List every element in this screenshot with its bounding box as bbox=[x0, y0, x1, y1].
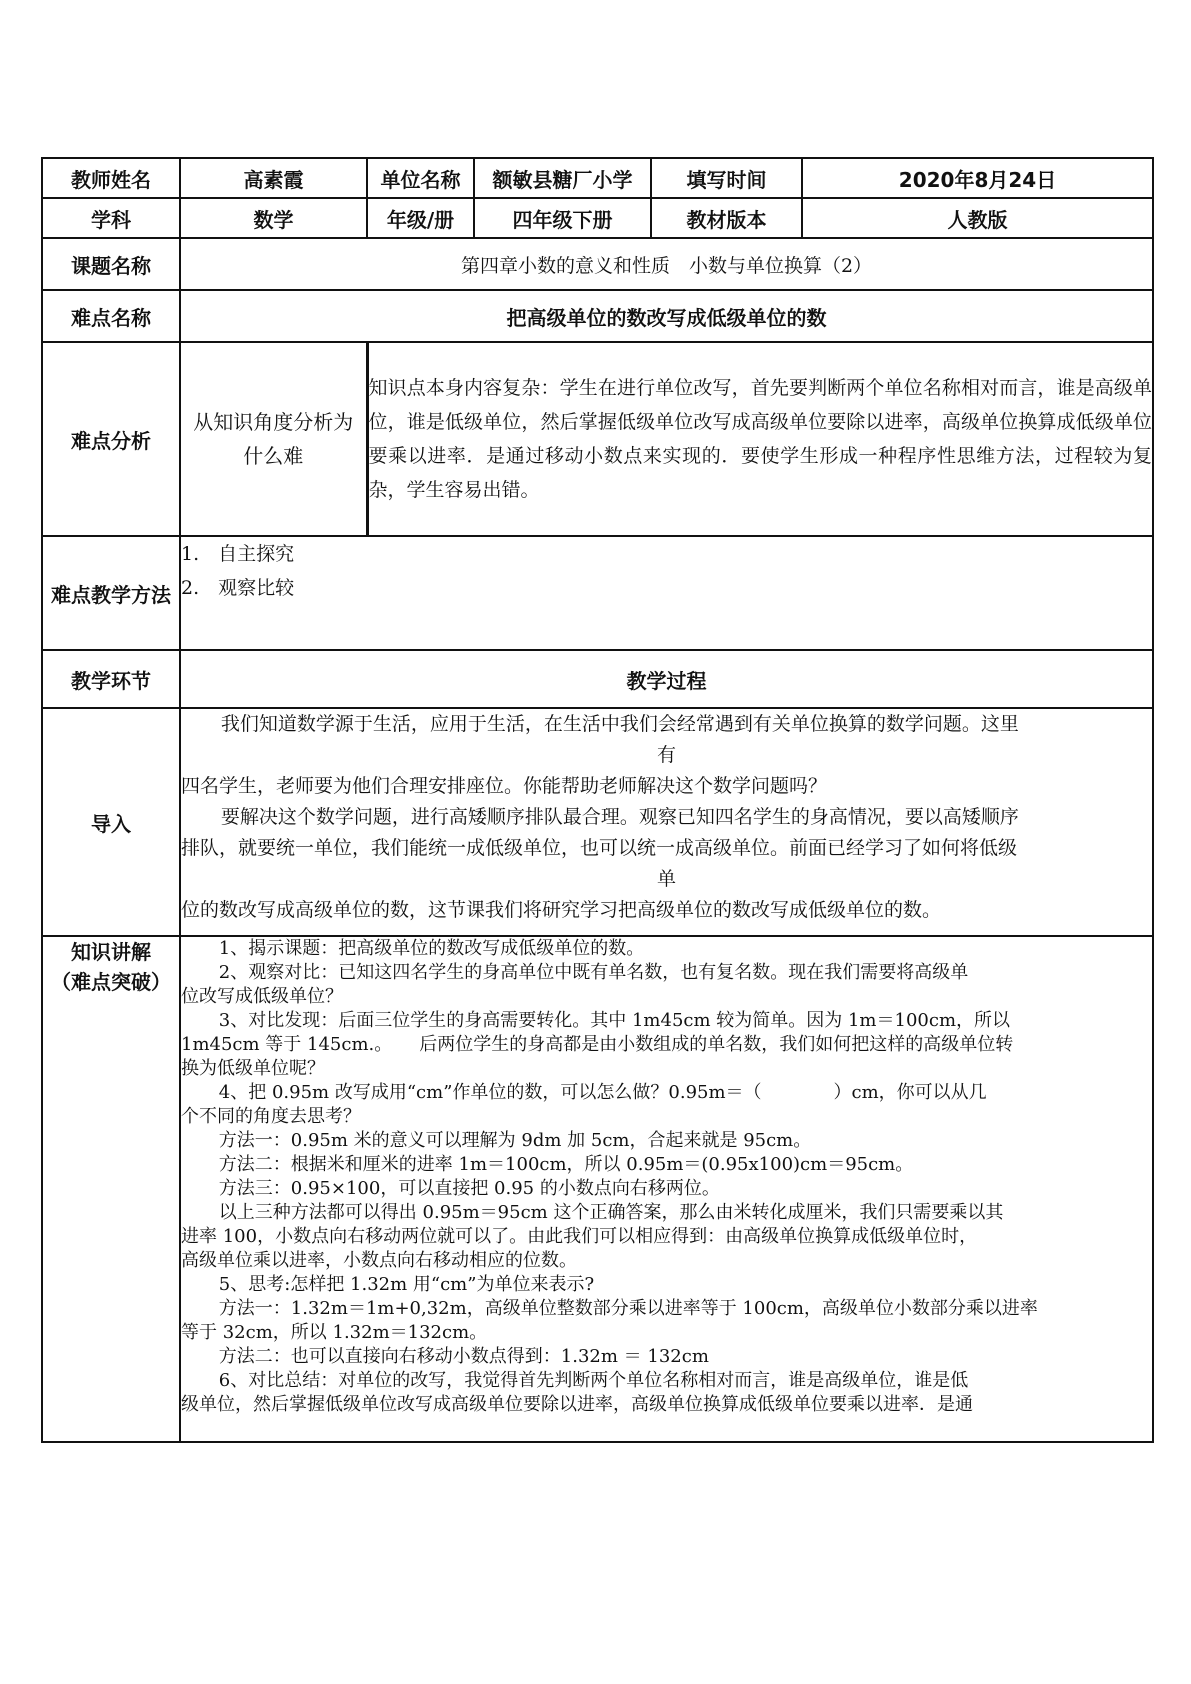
knowledge-label bbox=[42, 936, 180, 1442]
analysis-subheading-line1: 从知识角度分析为 bbox=[193, 410, 354, 434]
grade-label: 年级/册 bbox=[367, 198, 474, 238]
knowledge-line: 2、观察对比：已知这四名学生的身高单位中既有单名数，也有复名数。现在我们需要将高级单 bbox=[218, 962, 969, 983]
knowledge-line: 换为低级单位呢？ bbox=[181, 1058, 325, 1079]
teacher-label: 教师姓名 bbox=[42, 158, 180, 198]
process-header-value: 教学过程 bbox=[180, 650, 1153, 708]
knowledge-label-line1: 知识讲解 bbox=[71, 940, 151, 964]
analysis-subheading-line2: 什么难 bbox=[243, 444, 304, 468]
intro-row bbox=[42, 708, 1153, 936]
knowledge-line: 方法一：0.95m 米的意义可以理解为 9dm 加 5cm，合起来就是 95cm。 bbox=[218, 1130, 812, 1151]
intro-label: 导入 bbox=[42, 708, 180, 936]
analysis-content: 知识点本身内容复杂：学生在进行单位改写，首先要判断两个单位名称相对而言，谁是高级单位，谁是低级单位，然后掌握低级单位改写成高级单位要除以进率，高级单位换算成低级单位要乘以进率．是通过移动小数点来实现的．要使学生形成一种程序性思维方法，过程较为复杂，学生容易出错。 bbox=[367, 342, 1153, 536]
knowledge-line: 1、揭示课题：把高级单位的数改写成低级单位的数。 bbox=[218, 938, 645, 959]
intro-line: 位的数改写成高级单位的数，这节课我们将研究学习把高级单位的数改写成低级单位的数。 bbox=[181, 899, 942, 921]
method-item: 2. 观察比较 bbox=[181, 577, 295, 599]
knowledge-content bbox=[180, 936, 1153, 1442]
knowledge-line: 1m45cm 等于 145cm.。 后两位学生的身高都是由小数组成的单名数，我们如何把这样的高级单位转 bbox=[181, 1034, 1014, 1055]
topic-value: 第四章小数的意义和性质 小数与单位换算（2） bbox=[180, 238, 1153, 290]
knowledge-line: 3、对比发现：后面三位学生的身高需要转化。其中 1m45cm 较为简单。因为 1m＝100cm，所以 bbox=[218, 1010, 1011, 1031]
methods-list bbox=[180, 536, 1153, 650]
topic-row bbox=[42, 238, 1153, 290]
process-header-row bbox=[42, 650, 1153, 708]
knowledge-line: 级单位，然后掌握低级单位改写成高级单位要除以进率，高级单位换算成低级单位要乘以进率．是通 bbox=[181, 1394, 973, 1415]
topic-label: 课题名称 bbox=[42, 238, 180, 290]
subject-label: 学科 bbox=[42, 198, 180, 238]
difficulty-row bbox=[42, 290, 1153, 342]
methods-row bbox=[42, 536, 1153, 650]
intro-line: 单 bbox=[656, 868, 676, 890]
knowledge-line: 进率 100，小数点向右移动两位就可以了。由此我们可以相应得到：由高级单位换算成低级单位时， bbox=[181, 1226, 978, 1247]
unit-label: 单位名称 bbox=[367, 158, 474, 198]
difficulty-value: 把高级单位的数改写成低级单位的数 bbox=[180, 290, 1153, 342]
edition-value: 人教版 bbox=[802, 198, 1153, 238]
intro-line: 四名学生，老师要为他们合理安排座位。你能帮助老师解决这个数学问题吗？ bbox=[181, 775, 828, 797]
header-row-2 bbox=[42, 198, 1153, 238]
edition-label: 教材版本 bbox=[651, 198, 802, 238]
intro-line: 要解决这个数学问题，进行高矮顺序排队最合理。观察已知四名学生的身高情况，要以高矮顺序 bbox=[220, 806, 1019, 828]
methods-label: 难点教学方法 bbox=[42, 536, 180, 650]
knowledge-line: 方法二：也可以直接向右移动小数点得到：1.32m ＝ 132cm bbox=[218, 1346, 709, 1367]
teacher-name: 高素霞 bbox=[180, 158, 367, 198]
header-row-1 bbox=[42, 158, 1153, 198]
knowledge-line: 等于 32cm，所以 1.32m＝132cm。 bbox=[181, 1322, 488, 1343]
knowledge-line: 6、对比总结：对单位的改写，我觉得首先判断两个单位名称相对而言，谁是高级单位，谁是低 bbox=[218, 1370, 969, 1391]
process-step-label: 教学环节 bbox=[42, 650, 180, 708]
knowledge-row bbox=[42, 936, 1153, 1442]
intro-line: 排队，就要统一单位，我们能统一成低级单位，也可以统一成高级单位。前面已经学习了如何将低级 bbox=[181, 837, 1018, 859]
difficulty-label: 难点名称 bbox=[42, 290, 180, 342]
knowledge-line: 个不同的角度去思考？ bbox=[181, 1106, 361, 1127]
intro-line: 我们知道数学源于生活，应用于生活，在生活中我们会经常遇到有关单位换算的数学问题。这里 bbox=[220, 713, 1019, 735]
method-item: 1. 自主探究 bbox=[181, 543, 295, 565]
subject-value: 数学 bbox=[180, 198, 367, 238]
analysis-subheading bbox=[180, 342, 367, 536]
intro-line: 有 bbox=[656, 744, 676, 766]
knowledge-line: 方法一：1.32m＝1m+0,32m，高级单位整数部分乘以进率等于 100cm，高级单位小数部分乘以进率 bbox=[218, 1298, 1038, 1319]
grade-value: 四年级下册 bbox=[474, 198, 651, 238]
knowledge-line: 位改写成低级单位？ bbox=[181, 986, 343, 1007]
knowledge-label-line2: （难点突破） bbox=[51, 970, 171, 994]
knowledge-line: 高级单位乘以进率，小数点向右移动相应的位数。 bbox=[181, 1250, 577, 1271]
unit-name: 额敏县糖厂小学 bbox=[474, 158, 651, 198]
knowledge-line: 方法二：根据米和厘米的进率 1m＝100cm，所以 0.95m＝(0.95x100)cm＝95cm。 bbox=[218, 1154, 914, 1175]
lesson-table bbox=[41, 157, 1154, 1443]
knowledge-line: 5、思考:怎样把 1.32m 用“cm”为单位来表示? bbox=[218, 1274, 595, 1295]
knowledge-line: 方法三：0.95×100，可以直接把 0.95 的小数点向右移两位。 bbox=[218, 1178, 720, 1199]
knowledge-line: 以上三种方法都可以得出 0.95m＝95cm 这个正确答案，那么由米转化成厘米，我们只需要乘以其 bbox=[218, 1202, 1004, 1223]
knowledge-line: 4、把 0.95m 改写成用“cm”作单位的数，可以怎么做？0.95m＝（ ）cm，你可以从几 bbox=[218, 1082, 987, 1103]
analysis-label: 难点分析 bbox=[42, 342, 180, 536]
date-label: 填写时间 bbox=[651, 158, 802, 198]
analysis-row bbox=[42, 342, 1153, 536]
intro-content bbox=[180, 708, 1153, 936]
date-value: 2020年8月24日 bbox=[802, 158, 1153, 198]
